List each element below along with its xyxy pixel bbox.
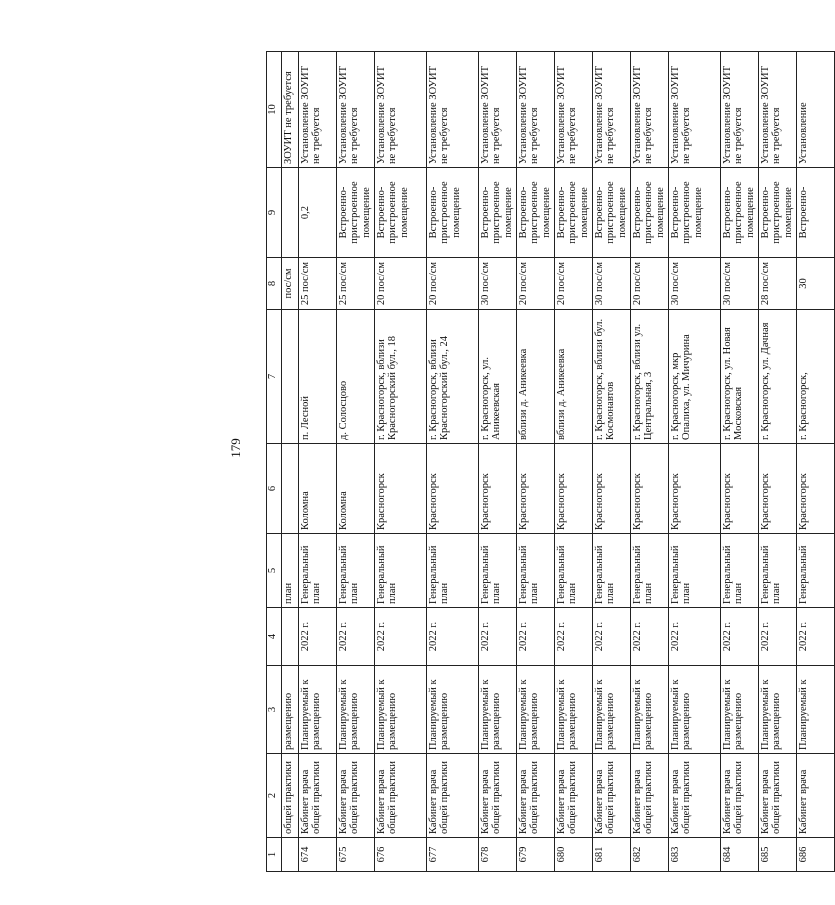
- cell-name: общей практики: [282, 754, 299, 838]
- cell-capacity: 20 пос/см: [631, 258, 669, 310]
- cell-zone: ЗОУИТ не требуется: [282, 52, 299, 168]
- table-row: [631, 52, 669, 872]
- cell-capacity: 30 пос/см: [479, 258, 517, 310]
- cell-doc: Генеральный план: [517, 534, 555, 608]
- column-number: 6: [267, 444, 282, 534]
- cell-status: Планируемый к размещению: [337, 666, 375, 754]
- cell-year: 2022 г.: [759, 608, 797, 666]
- table-row: [593, 52, 631, 872]
- cell-capacity: 25 пос/см: [299, 258, 337, 310]
- cell-municipality: Красногорск: [427, 444, 479, 534]
- cell-location: г. Красногорск, ул. Новая Московская: [721, 310, 759, 444]
- cell-empty: [282, 310, 299, 444]
- cell-area: Встроенно-пристроенное помещение: [427, 168, 479, 258]
- cell-location: г. Красногорск, ул. Аникеевская: [479, 310, 517, 444]
- cell-zone: Установление ЗОУИТ не требуется: [427, 52, 479, 168]
- cell-capacity: 30: [797, 258, 835, 310]
- cell-year: 2022 г.: [517, 608, 555, 666]
- cell-zone: Установление ЗОУИТ не требуется: [479, 52, 517, 168]
- cell-area: Встроенно-пристроенное помещение: [517, 168, 555, 258]
- table-row: [479, 52, 517, 872]
- cell-number: 683: [669, 838, 721, 872]
- cell-municipality: Красногорск: [375, 444, 427, 534]
- cell-name: Кабинет врача общей практики: [479, 754, 517, 838]
- table-row: [555, 52, 593, 872]
- cell-capacity: 20 пос/см: [427, 258, 479, 310]
- cell-area: Встроенно-пристроенное помещение: [375, 168, 427, 258]
- cell-status: Планируемый к размещению: [669, 666, 721, 754]
- cell-status: Планируемый к размещению: [555, 666, 593, 754]
- facilities-table: [266, 51, 835, 872]
- table-row: [669, 52, 721, 872]
- cell-area: Встроенно-: [797, 168, 835, 258]
- cell-doc: Генеральный: [797, 534, 835, 608]
- cell-location: вблизи д. Аникеевка: [555, 310, 593, 444]
- cell-number: 677: [427, 838, 479, 872]
- cell-location: г. Красногорск, вблизи Красногорский бул., 24: [427, 310, 479, 444]
- cell-empty: [282, 838, 299, 872]
- cell-name: Кабинет врача общей практики: [337, 754, 375, 838]
- cell-area: Встроенно-пристроенное помещение: [555, 168, 593, 258]
- cell-zone: Установление ЗОУИТ не требуется: [555, 52, 593, 168]
- cell-doc: Генеральный план: [299, 534, 337, 608]
- cell-status: Планируемый к размещению: [517, 666, 555, 754]
- cell-name: Кабинет врача общей практики: [669, 754, 721, 838]
- cell-capacity: 20 пос/см: [555, 258, 593, 310]
- cell-zone: Установление ЗОУИТ не требуется: [631, 52, 669, 168]
- cell-doc: Генеральный план: [759, 534, 797, 608]
- cell-status: Планируемый к размещению: [593, 666, 631, 754]
- cell-location: г. Красногорск, ул. Дачная: [759, 310, 797, 444]
- column-number: 4: [267, 608, 282, 666]
- cell-empty: [282, 168, 299, 258]
- cell-area: Встроенно-пристроенное помещение: [479, 168, 517, 258]
- column-number: 2: [267, 754, 282, 838]
- cell-number: 678: [479, 838, 517, 872]
- cell-number: 675: [337, 838, 375, 872]
- cell-status: Планируемый к размещению: [631, 666, 669, 754]
- cell-doc: Генеральный план: [337, 534, 375, 608]
- table-row: [427, 52, 479, 872]
- cell-area: Встроенно-пристроенное помещение: [593, 168, 631, 258]
- cell-area: Встроенно-пристроенное помещение: [669, 168, 721, 258]
- cell-year: 2022 г.: [631, 608, 669, 666]
- table-row: [375, 52, 427, 872]
- cell-status: Планируемый к размещению: [299, 666, 337, 754]
- table-row: [517, 52, 555, 872]
- table-row: [721, 52, 759, 872]
- cell-municipality: Красногорск: [555, 444, 593, 534]
- cell-empty: [282, 608, 299, 666]
- cell-location: вблизи д. Аникеевка: [517, 310, 555, 444]
- cell-capacity: 30 пос/см: [593, 258, 631, 310]
- table-row: [797, 52, 835, 872]
- cell-capacity: 28 пос/см: [759, 258, 797, 310]
- column-number-row: [267, 52, 282, 872]
- column-number: 3: [267, 666, 282, 754]
- column-number: 7: [267, 310, 282, 444]
- cell-municipality: Красногорск: [479, 444, 517, 534]
- cell-year: 2022 г.: [337, 608, 375, 666]
- cell-name: Кабинет врача общей практики: [299, 754, 337, 838]
- cell-number: 685: [759, 838, 797, 872]
- cell-number: 682: [631, 838, 669, 872]
- page-number: 179: [228, 438, 243, 458]
- cell-area: Встроенно-пристроенное помещение: [759, 168, 797, 258]
- cell-zone: Установление ЗОУИТ не требуется: [517, 52, 555, 168]
- column-number: 5: [267, 534, 282, 608]
- cell-zone: Установление ЗОУИТ не требуется: [299, 52, 337, 168]
- cell-location: п. Лесной: [299, 310, 337, 444]
- cell-name: Кабинет врача общей практики: [759, 754, 797, 838]
- cell-location: д. Солосцово: [337, 310, 375, 444]
- cell-name: Кабинет врача общей практики: [593, 754, 631, 838]
- cell-name: Кабинет врача общей практики: [517, 754, 555, 838]
- cell-municipality: Красногорск: [797, 444, 835, 534]
- cell-municipality: Красногорск: [631, 444, 669, 534]
- cell-area: Встроенно-пристроенное помещение: [721, 168, 759, 258]
- cell-doc: Генеральный план: [593, 534, 631, 608]
- column-number: 8: [267, 258, 282, 310]
- column-number: 9: [267, 168, 282, 258]
- cell-year: 2022 г.: [479, 608, 517, 666]
- cell-doc: Генеральный план: [721, 534, 759, 608]
- cell-municipality: Красногорск: [759, 444, 797, 534]
- cell-empty: [282, 444, 299, 534]
- cell-status: Планируемый к размещению: [375, 666, 427, 754]
- cell-name: Кабинет врача: [797, 754, 835, 838]
- cell-capacity: 25 пос/см: [337, 258, 375, 310]
- cell-year: 2022 г.: [669, 608, 721, 666]
- column-number: 1: [267, 838, 282, 872]
- cell-capacity: 20 пос/см: [517, 258, 555, 310]
- cell-number: 676: [375, 838, 427, 872]
- cell-number: 679: [517, 838, 555, 872]
- cell-zone: Установление ЗОУИТ не требуется: [669, 52, 721, 168]
- cell-year: 2022 г.: [427, 608, 479, 666]
- cell-zone: Установление ЗОУИТ не требуется: [593, 52, 631, 168]
- cell-location: г. Красногорск, вблизи бул. Космонавтов: [593, 310, 631, 444]
- cell-area: 0,2: [299, 168, 337, 258]
- cell-number: 684: [721, 838, 759, 872]
- table-row: [299, 52, 337, 872]
- cell-status: Планируемый к размещению: [721, 666, 759, 754]
- cell-year: 2022 г.: [375, 608, 427, 666]
- cell-doc: Генеральный план: [479, 534, 517, 608]
- cell-number: 686: [797, 838, 835, 872]
- cell-municipality: Коломна: [299, 444, 337, 534]
- cell-year: 2022 г.: [555, 608, 593, 666]
- cell-zone: Установление ЗОУИТ не требуется: [375, 52, 427, 168]
- cell-zone: Установление ЗОУИТ не требуется: [337, 52, 375, 168]
- column-number: 10: [267, 52, 282, 168]
- cell-number: 680: [555, 838, 593, 872]
- cell-location: г. Красногорск, вблизи Красногорский бул., 18: [375, 310, 427, 444]
- cell-doc: Генеральный план: [555, 534, 593, 608]
- continuation-row: [282, 52, 299, 872]
- cell-year: 2022 г.: [299, 608, 337, 666]
- cell-municipality: Красногорск: [517, 444, 555, 534]
- table-row: [759, 52, 797, 872]
- cell-capacity: пос/см: [282, 258, 299, 310]
- cell-year: 2022 г.: [593, 608, 631, 666]
- cell-zone: Установление ЗОУИТ не требуется: [721, 52, 759, 168]
- cell-year: 2022 г.: [797, 608, 835, 666]
- cell-status: размещению: [282, 666, 299, 754]
- rotated-table-wrapper: [266, 52, 826, 872]
- cell-status: Планируемый к размещению: [759, 666, 797, 754]
- cell-capacity: 30 пос/см: [669, 258, 721, 310]
- cell-municipality: Красногорск: [669, 444, 721, 534]
- cell-capacity: 20 пос/см: [375, 258, 427, 310]
- cell-doc: план: [282, 534, 299, 608]
- cell-area: Встроенно-пристроенное помещение: [337, 168, 375, 258]
- cell-name: Кабинет врача общей практики: [427, 754, 479, 838]
- cell-area: Встроенно-пристроенное помещение: [631, 168, 669, 258]
- cell-name: Кабинет врача общей практики: [631, 754, 669, 838]
- table-row: [337, 52, 375, 872]
- cell-status: Планируемый к размещению: [427, 666, 479, 754]
- cell-municipality: Красногорск: [593, 444, 631, 534]
- cell-doc: Генеральный план: [631, 534, 669, 608]
- cell-zone: Установление ЗОУИТ не требуется: [759, 52, 797, 168]
- cell-capacity: 30 пос/см: [721, 258, 759, 310]
- cell-location: г. Красногорск, вблизи ул. Центральная, 3: [631, 310, 669, 444]
- cell-location: г. Красногорск,: [797, 310, 835, 444]
- cell-doc: Генеральный план: [375, 534, 427, 608]
- cell-zone: Установление: [797, 52, 835, 168]
- cell-location: г. Красногорск, мкр Опалиха, ул. Мичурина: [669, 310, 721, 444]
- cell-name: Кабинет врача общей практики: [375, 754, 427, 838]
- cell-number: 674: [299, 838, 337, 872]
- cell-number: 681: [593, 838, 631, 872]
- cell-doc: Генеральный план: [427, 534, 479, 608]
- cell-status: Планируемый к: [797, 666, 835, 754]
- cell-municipality: Коломна: [337, 444, 375, 534]
- cell-name: Кабинет врача общей практики: [555, 754, 593, 838]
- cell-status: Планируемый к размещению: [479, 666, 517, 754]
- cell-name: Кабинет врача общей практики: [721, 754, 759, 838]
- cell-municipality: Красногорск: [721, 444, 759, 534]
- cell-doc: Генеральный план: [669, 534, 721, 608]
- cell-year: 2022 г.: [721, 608, 759, 666]
